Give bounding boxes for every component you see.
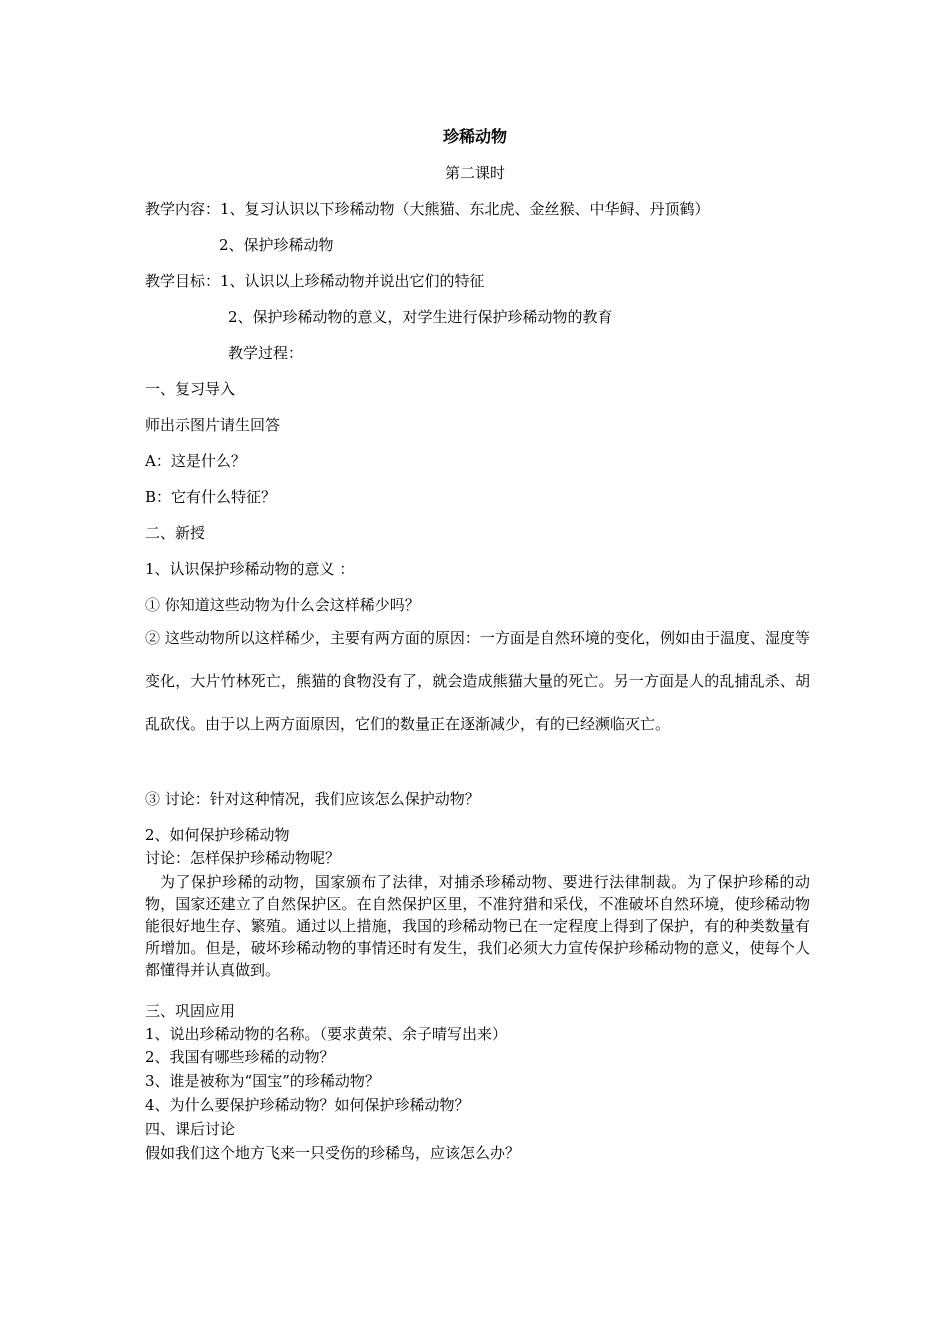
section-3-item-4: 4、为什么要保护珍稀动物？如何保护珍稀动物？ [145,1096,470,1114]
page-title: 珍稀动物 [442,127,507,146]
content-line-1: 教学内容：1、复习认识以下珍稀动物（大熊猫、东北虎、金丝猴、中华鲟、丹顶鹤） [145,200,710,218]
section-3-heading: 三、巩固应用 [145,1002,236,1020]
section-3-item-3: 3、谁是被称为“国宝”的珍稀动物？ [145,1072,380,1090]
section-1-heading: 一、复习导入 [145,380,236,398]
goal-line-2: 2、保护珍稀动物的意义，对学生进行保护珍稀动物的教育 [228,308,613,326]
section-2-explanation [145,617,810,746]
section-4-heading: 四、课后讨论 [145,1120,236,1138]
section-3-item-1: 1、说出珍稀动物的名称。（要求黄荣、余子晴写出来） [145,1025,508,1043]
process-heading: 教学过程： [228,344,304,362]
question-a: A：这是什么？ [145,452,246,470]
section-4-item-1: 假如我们这个地方飞来一只受伤的珍稀鸟，应该怎么办？ [145,1144,521,1162]
protection-paragraph [145,871,810,981]
section-3-item-2: 2、我国有哪些珍稀的动物？ [145,1048,335,1066]
goal-line-1: 教学目标：1、认识以上珍稀动物并说出它们的特征 [145,272,485,290]
protection-text: 为了保护珍稀的动物，国家颁布了法律，对捕杀珍稀动物、要进行法律制裁。为了保护珍稀的动物，国家还建立了自然保护区。在自然保护区里，不准狩猎和采伐，不准破坏自然环境，使珍稀动物能很好地生存、繁殖。通过以上措施，我国的珍稀动物已在一定程度上得到了保护，有的种类数量有所增加。但是，破坏珍稀动物的事情还时有发生，我们必须大力宣传保护珍稀动物的意义，使每个人都懂得并认真做到。 [145,873,810,979]
section-2-question-1: ① 你知道这些动物为什么会这样稀少吗？ [145,596,420,614]
section-2-heading: 二、新授 [145,524,206,542]
discussion-question: 讨论：怎样保护珍稀动物呢？ [145,849,341,867]
explanation-text: ② 这些动物所以这样稀少，主要有两方面的原因：一方面是自然环境的变化，例如由于温度、湿度等变化，大片竹林死亡，熊猫的食物没有了，就会造成熊猫大量的死亡。另一方面是人的乱捕乱杀、胡乱砍伐。由于以上两方面原因，它们的数量正在逐渐减少，有的已经濒临灭亡。 [145,629,810,733]
section-2-item-2: 2、如何保护珍稀动物 [145,826,290,844]
section-2-item-1: 1、认识保护珍稀动物的意义 ： [145,560,355,578]
lesson-subtitle: 第二课时 [444,164,505,182]
question-b: B：它有什么特征？ [145,488,277,506]
content-line-2: 2、保护珍稀动物 [219,236,334,254]
section-2-question-3: ③ 讨论：针对这种情况，我们应该怎么保护动物？ [145,790,480,808]
section-1-instruction: 师出示图片请生回答 [145,416,281,434]
